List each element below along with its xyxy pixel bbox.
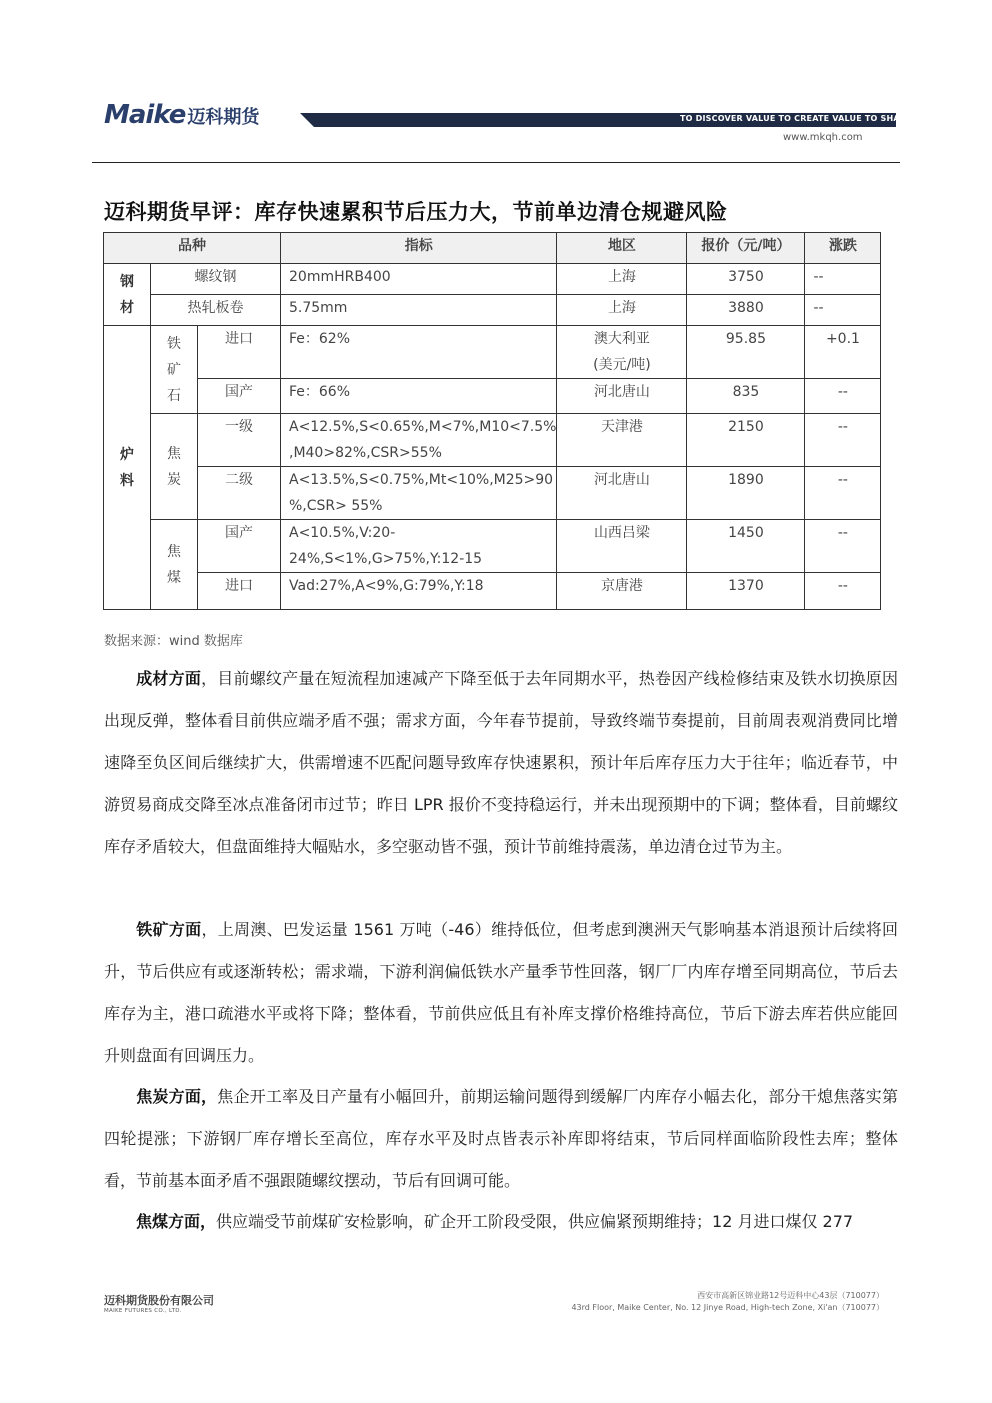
group-iron-ore: 铁 矿 石 [151, 326, 198, 414]
row-region: 山西吕梁 [557, 520, 687, 573]
row-price: 835 [687, 379, 805, 414]
row-change: -- [805, 414, 881, 467]
company-logo [104, 100, 259, 130]
header-change: 涨跌 [805, 233, 881, 264]
footer-company [104, 1292, 214, 1314]
footer-address-en: 43rd Floor, Maike Center, No. 12 Jinye Road, High-tech Zone, Xi'an（710077） [571, 1303, 884, 1312]
row-price: 1370 [687, 573, 805, 610]
row-spec: A<13.5%,S<0.75%,Mt<10%,M25>90 %,CSR> 55% [281, 467, 557, 520]
row-change: -- [805, 467, 881, 520]
row-region: 上海 [557, 295, 687, 326]
row-price: 1890 [687, 467, 805, 520]
row-region: 河北唐山 [557, 467, 687, 520]
table-row [104, 414, 881, 467]
row-region: 京唐港 [557, 573, 687, 610]
group-furnace: 炉 料 [104, 326, 151, 610]
row-spec: 20mmHRB400 [281, 264, 557, 295]
data-source-note: 数据来源：wind 数据库 [104, 634, 243, 649]
row-change: -- [805, 573, 881, 610]
row-change: +0.1 [805, 326, 881, 379]
paragraph-steel [104, 658, 898, 868]
header-divider [92, 162, 900, 163]
group-coke: 焦 炭 [151, 414, 198, 520]
logo-latin-text: Maike [104, 100, 186, 130]
paragraph-lead: 铁矿方面 [136, 920, 202, 939]
row-region: 上海 [557, 264, 687, 295]
table-row [104, 467, 881, 520]
paragraph-coke [104, 1076, 898, 1202]
header-spec: 指标 [281, 233, 557, 264]
paragraph-coking-coal [104, 1201, 898, 1243]
row-name: 进口 [198, 326, 281, 379]
paragraph-lead: 焦煤方面， [136, 1212, 217, 1231]
price-table [103, 232, 881, 610]
row-region: 河北唐山 [557, 379, 687, 414]
row-name: 国产 [198, 379, 281, 414]
row-region: 澳大利亚 (美元/吨) [557, 326, 687, 379]
row-name: 螺纹钢 [151, 264, 281, 295]
group-steel: 钢 材 [104, 264, 151, 326]
table-row [104, 295, 881, 326]
row-name: 进口 [198, 573, 281, 610]
table-row [104, 264, 881, 295]
paragraph-lead: 焦炭方面， [136, 1087, 218, 1106]
row-name: 二级 [198, 467, 281, 520]
header-variety: 品种 [104, 233, 281, 264]
paragraph-text: 焦企开工率及日产量有小幅回升，前期运输问题得到缓解厂内库存小幅去化，部分干熄焦落实第四轮提涨；下游钢厂库存增长至高位，库存水平及时点皆表示补库即将结束，节后同样面临阶段性去库；整体看，节前基本面矛盾不强跟随螺纹摆动，节后有回调可能。 [104, 1087, 898, 1190]
group-coking-coal: 焦 煤 [151, 520, 198, 610]
row-price: 95.85 [687, 326, 805, 379]
report-title: 迈科期货早评：库存快速累积节后压力大，节前单边清仓规避风险 [104, 200, 728, 224]
logo-chinese-text: 迈科期货 [187, 107, 260, 128]
row-change: -- [805, 379, 881, 414]
paragraph-text: 供应端受节前煤矿安检影响，矿企开工阶段受限，供应偏紧预期维持；12 月进口煤仅 277 [216, 1212, 854, 1231]
row-spec: A<10.5%,V:20- 24%,S<1%,G>75%,Y:12-15 [281, 520, 557, 573]
footer-company-cn: 迈科期货股份有限公司 [104, 1294, 214, 1307]
row-name: 热轧板卷 [151, 295, 281, 326]
paragraph-lead: 成材方面 [136, 669, 202, 688]
table-row [104, 520, 881, 573]
row-price: 3750 [687, 264, 805, 295]
footer-company-en: MAIKE FUTURES CO., LTD. [104, 1308, 182, 1314]
paragraph-text: ，上周澳、巴发运量 1561 万吨（-46）维持低位，但考虑到澳洲天气影响基本消退预计后续将回升，节后供应有或逐渐转松；需求端，下游利润偏低铁水产量季节性回落，钢厂厂内库存增至同期高位，节后去库存为主，港口疏港水平或将下降；整体看，节前供应低且有补库支撑价格维持高位，节后下游去库若供应能回升则盘面有回调压力。 [104, 920, 898, 1065]
footer-address-cn: 西安市高新区锦业路12号迈科中心43层（710077） [697, 1291, 884, 1300]
row-spec: Fe：62% [281, 326, 557, 379]
row-price: 1450 [687, 520, 805, 573]
website-link[interactable]: www.mkqh.com [783, 132, 863, 143]
row-name: 一级 [198, 414, 281, 467]
row-spec: A<12.5%,S<0.65%,M<7%,M10<7.5% ,M40>82%,CSR>55% [281, 414, 557, 467]
table-row [104, 573, 881, 610]
row-spec: Vad:27%,A<9%,G:79%,Y:18 [281, 573, 557, 610]
row-name: 国产 [198, 520, 281, 573]
paragraph-text: ，目前螺纹产量在短流程加速减产下降至低于去年同期水平，热卷因产线检修结束及铁水切换原因出现反弹，整体看目前供应端矛盾不强；需求方面，今年春节提前，导致终端节奏提前，目前周表观消费同比增速降至负区间后继续扩大，供需增速不匹配问题导致库存快速累积，预计年后库存压力大于往年；临近春节，中游贸易商成交降至冰点准备闭市过节；昨日 LPR 报价不变持稳运行，并未出现预期中的下调；整体看，目前螺纹库存矛盾较大，但盘面维持大幅贴水，多空驱动皆不强，预计节前维持震荡，单边清仓过节为主。 [104, 669, 898, 856]
table-row [104, 326, 881, 379]
row-change: -- [805, 264, 881, 295]
row-price: 2150 [687, 414, 805, 467]
row-spec: 5.75mm [281, 295, 557, 326]
table-header-row [104, 233, 881, 264]
row-change: -- [805, 520, 881, 573]
row-price: 3880 [687, 295, 805, 326]
row-spec: Fe：66% [281, 379, 557, 414]
slogan-text: TO DISCOVER VALUE TO CREATE VALUE TO SHARE VALUE [680, 114, 945, 123]
paragraph-iron-ore [104, 909, 898, 1077]
header-region: 地区 [557, 233, 687, 264]
header-price: 报价（元/吨） [687, 233, 805, 264]
row-region: 天津港 [557, 414, 687, 467]
table-row [104, 379, 881, 414]
row-change: -- [805, 295, 881, 326]
footer-address [571, 1290, 884, 1314]
